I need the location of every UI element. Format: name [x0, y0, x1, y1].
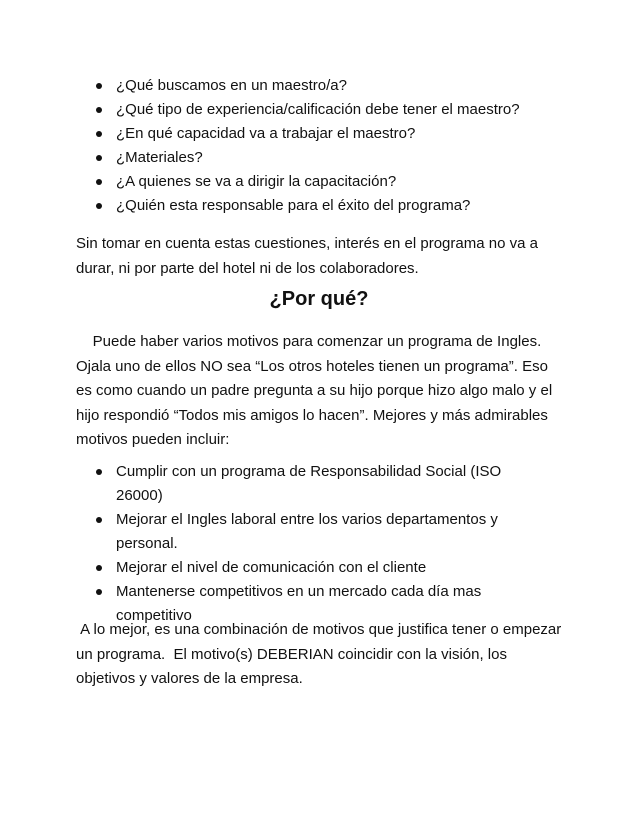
list-item [0, 122, 546, 146]
bullet-icon [96, 203, 102, 209]
bullet-icon [96, 131, 102, 137]
list-item-text: Mejorar el nivel de comunicación con el cliente [116, 559, 427, 576]
bullet-icon [96, 83, 102, 89]
list-item-text: ¿A quienes se va a dirigir la capacitación? [116, 173, 397, 190]
list-item-text: Mejorar el Ingles laboral entre los varios departamentos y personal. [116, 511, 498, 552]
questions-list [0, 74, 546, 218]
list-item [0, 460, 546, 508]
bullet-icon [96, 589, 102, 595]
bullet-icon [96, 565, 102, 571]
list-item [0, 98, 546, 122]
list-item-text: ¿En qué capacidad va a trabajar el maestro? [116, 125, 416, 142]
list-item [0, 170, 546, 194]
paragraph-motives: Puede haber varios motivos para comenzar un programa de Ingles. Ojala uno de ellos NO sea “Los otros hoteles tienen un programa”. Eso es como cuando un padre pregunta a su hijo porque hizo algo malo y el hijo respondió “Todos mis amigos lo hacen”. Mejores y más admirables motivos pueden incluir: [76, 333, 557, 448]
paragraph-conclusion: A lo mejor, es una combinación de motivos que justifica tener o empezar un programa. El motivo(s) DEBERIAN coincidir con la visión, los objetivos y valores de la empresa. [76, 621, 566, 687]
list-item-text: ¿Qué buscamos en un maestro/a? [116, 77, 347, 94]
list-item [0, 146, 546, 170]
bullet-icon [96, 179, 102, 185]
bullet-icon [96, 469, 102, 475]
list-item-text: ¿Qué tipo de experiencia/calificación debe tener el maestro? [116, 101, 520, 118]
list-item [0, 508, 516, 556]
list-item-text: ¿Materiales? [116, 149, 203, 166]
list-item [0, 194, 546, 218]
motives-list [0, 460, 546, 628]
list-item-text: Cumplir con un programa de Responsabilidad Social (ISO 26000) [116, 463, 502, 504]
list-item [0, 556, 546, 580]
paragraph-intro: Sin tomar en cuenta estas cuestiones, interés en el programa no va a durar, ni por parte del hotel ni de los colaboradores. [76, 235, 538, 277]
list-item [0, 74, 546, 98]
list-item-text: Mantenerse competitivos en un mercado cada día mas competitivo [116, 583, 482, 624]
bullet-icon [96, 107, 102, 113]
bullet-icon [96, 517, 102, 523]
list-item-text: ¿Quién esta responsable para el éxito del programa? [116, 197, 471, 214]
bullet-icon [96, 155, 102, 161]
section-heading: ¿Por qué? [269, 288, 369, 310]
